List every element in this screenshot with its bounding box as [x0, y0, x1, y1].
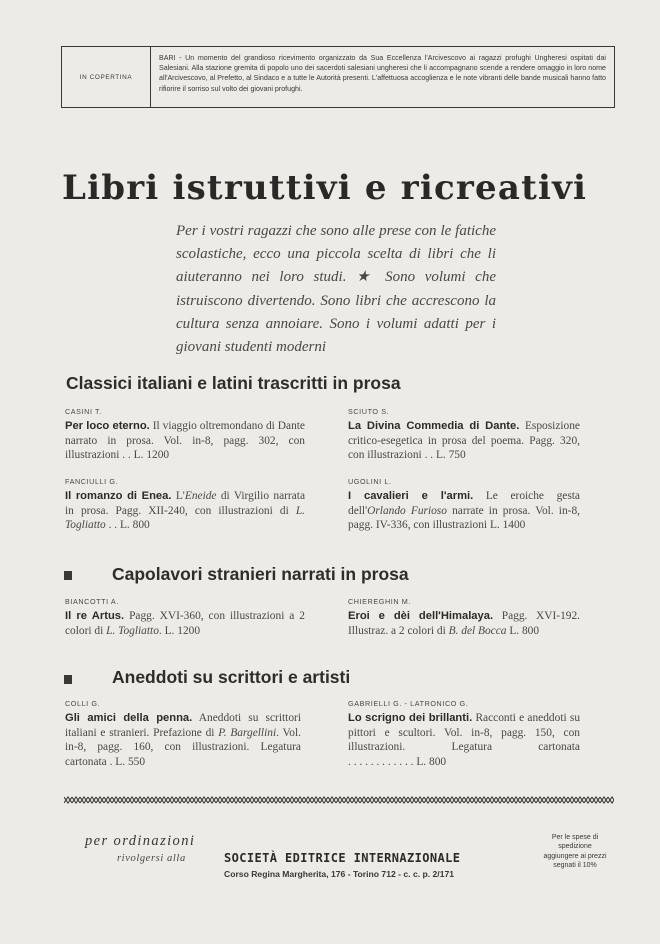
book-entry-chiereghin [348, 597, 580, 638]
page-title: Libri istruttivi e ricreativi [62, 168, 588, 208]
book-title: Eroi e dèi dell'Himalaya. [348, 610, 494, 622]
illustrator-name: L. Togliatto [106, 624, 159, 637]
book-author: BIANCOTTI A. [65, 597, 119, 606]
illustrator-name: B. del Bocca [448, 624, 507, 637]
book-author: GABRIELLI G. - LATRONICO G. [348, 699, 469, 708]
ornamental-divider [64, 795, 614, 805]
section-heading-stranieri: Capolavori stranieri narrati in prosa [112, 564, 409, 584]
book-entry-ugolini [348, 477, 580, 533]
publisher-address: Corso Regina Margherita, 176 - Torino 712 - c. c. p. 2/171 [224, 869, 455, 879]
book-entry-sciuto [348, 407, 580, 463]
shipping-note: Per le spese di spedizione aggiungere ai prezzi segnati il 10% [543, 834, 607, 870]
book-description-italic: Orlando Furioso [367, 504, 447, 517]
section-heading-classici: Classici italiani e latini trascritti in prosa [66, 373, 401, 393]
book-entry-biancotti [65, 597, 305, 638]
book-price: L. 1200 [161, 624, 201, 637]
cover-caption-box [61, 46, 615, 108]
order-instruction: rivolgersi alla [117, 853, 186, 864]
order-invitation: per ordinazioni [85, 833, 196, 849]
book-author: CHIEREGHIN M. [348, 597, 411, 606]
intro-paragraph: Per i vostri ragazzi che sono alle prese con le fatiche scolastiche, ecco una piccola scelta di libri che li aiuteranno nei loro studi. ★ Sono volumi che istruiscono divertendo. Sono libri che accrescono la cultura senza annoiare. Sono i volumi adatti per i giovani studenti moderni [176, 223, 496, 356]
book-title: Il re Artus. [65, 610, 125, 622]
book-description-cont: . Vol. in-8, pagg. 160, con illustrazioni. Legatura cartonata [65, 726, 301, 768]
book-author: CASINI T. [65, 407, 102, 416]
book-title: Per loco eterno. [65, 420, 150, 432]
book-description-cont: di Virgilio narrata in prosa. Pagg. XII-240, con illustrazioni di [65, 490, 305, 517]
book-description: Esposizione critico-esegetica in prosa del poema. Pagg. 320, con illustrazioni [348, 420, 580, 462]
section-bullet [64, 571, 72, 580]
book-description-cont: narrate in prosa. Vol. in-8, pagg. IV-336, con illustrazioni [348, 504, 581, 532]
book-entry-colli [65, 699, 301, 769]
book-title: Lo scrigno dei brillanti. [348, 712, 473, 724]
section-bullet [64, 675, 72, 684]
caption-text: BARI - Un momento del grandioso ricevimento organizzato da Sua Eccellenza l'Arcivescovo ai ragazzi profughi Ungheresi ospitati dai Salesiani. Alla stazione gremita di popolo uno dei sacerdoti salesiani ungheresi che li accompagnano scende a rendere omaggio in loro nome all'Arcivescovo, al Prefetto, al Sindaco e a tutte le Autorità presenti. L'affettuosa accoglienza e le note vibranti delle bande musicali hanno fatto rifiorire il sorriso sul volto dei giovani profughi. [159, 54, 606, 93]
book-author: UGOLINI L. [348, 477, 392, 486]
book-author: SCIUTO S. [348, 407, 390, 416]
book-title: I cavalieri e l'armi. [348, 490, 474, 502]
book-description: Il viaggio oltremondano di Dante narrato in prosa. Vol. in-8, pagg. 302, con illustrazioni [65, 420, 305, 462]
book-description: L' [171, 490, 185, 502]
book-price: . . . . . . . . . . . . L. 800 [348, 755, 447, 768]
book-description: Pagg. XVI-360, con illustrazioni a 2 colori di [65, 610, 306, 637]
book-price: . L. 550 [106, 755, 146, 768]
book-title: Il romanzo di Enea. [65, 490, 172, 502]
section-heading-aneddoti: Aneddoti su scrittori e artisti [112, 667, 351, 687]
book-description: Pagg. XVI-192. Illustraz. a 2 colori di [348, 610, 580, 637]
book-author: FANCIULLI G. [65, 477, 119, 486]
book-title: Gli amici della penna. [65, 712, 193, 724]
book-description: Aneddoti su scrittori italiani e stranieri. Prefazione di [65, 712, 301, 739]
book-entry-fanciulli [65, 477, 305, 533]
publisher-name: SOCIETÀ EDITRICE INTERNAZIONALE [224, 851, 461, 865]
preface-author: P. Bargellini [218, 726, 277, 739]
book-description-italic: Eneide [184, 490, 217, 502]
book-price: . . L. 750 [421, 449, 466, 462]
book-description-cont: . [158, 624, 162, 637]
book-description: Le eroiche gesta dell' [348, 490, 580, 517]
illustrator-name: L. Togliatto [65, 504, 305, 532]
book-price: . . L. 800 [105, 519, 150, 532]
book-entry-casini [65, 407, 305, 463]
book-price: L. 800 [506, 624, 540, 637]
book-price: L. 1400 [487, 519, 526, 532]
book-title: La Divina Commedia di Dante. [348, 420, 520, 432]
book-entry-gabrielli-latronico [348, 699, 580, 769]
book-author: COLLI G. [65, 699, 101, 708]
caption-label: IN COPERTINA [62, 47, 151, 107]
book-description: Racconti e aneddoti su pittori e scultori. Vol. in-8, pagg. 150, con illustrazioni. Legatura cartonata [348, 712, 581, 754]
book-price: . . L. 1200 [119, 449, 170, 462]
